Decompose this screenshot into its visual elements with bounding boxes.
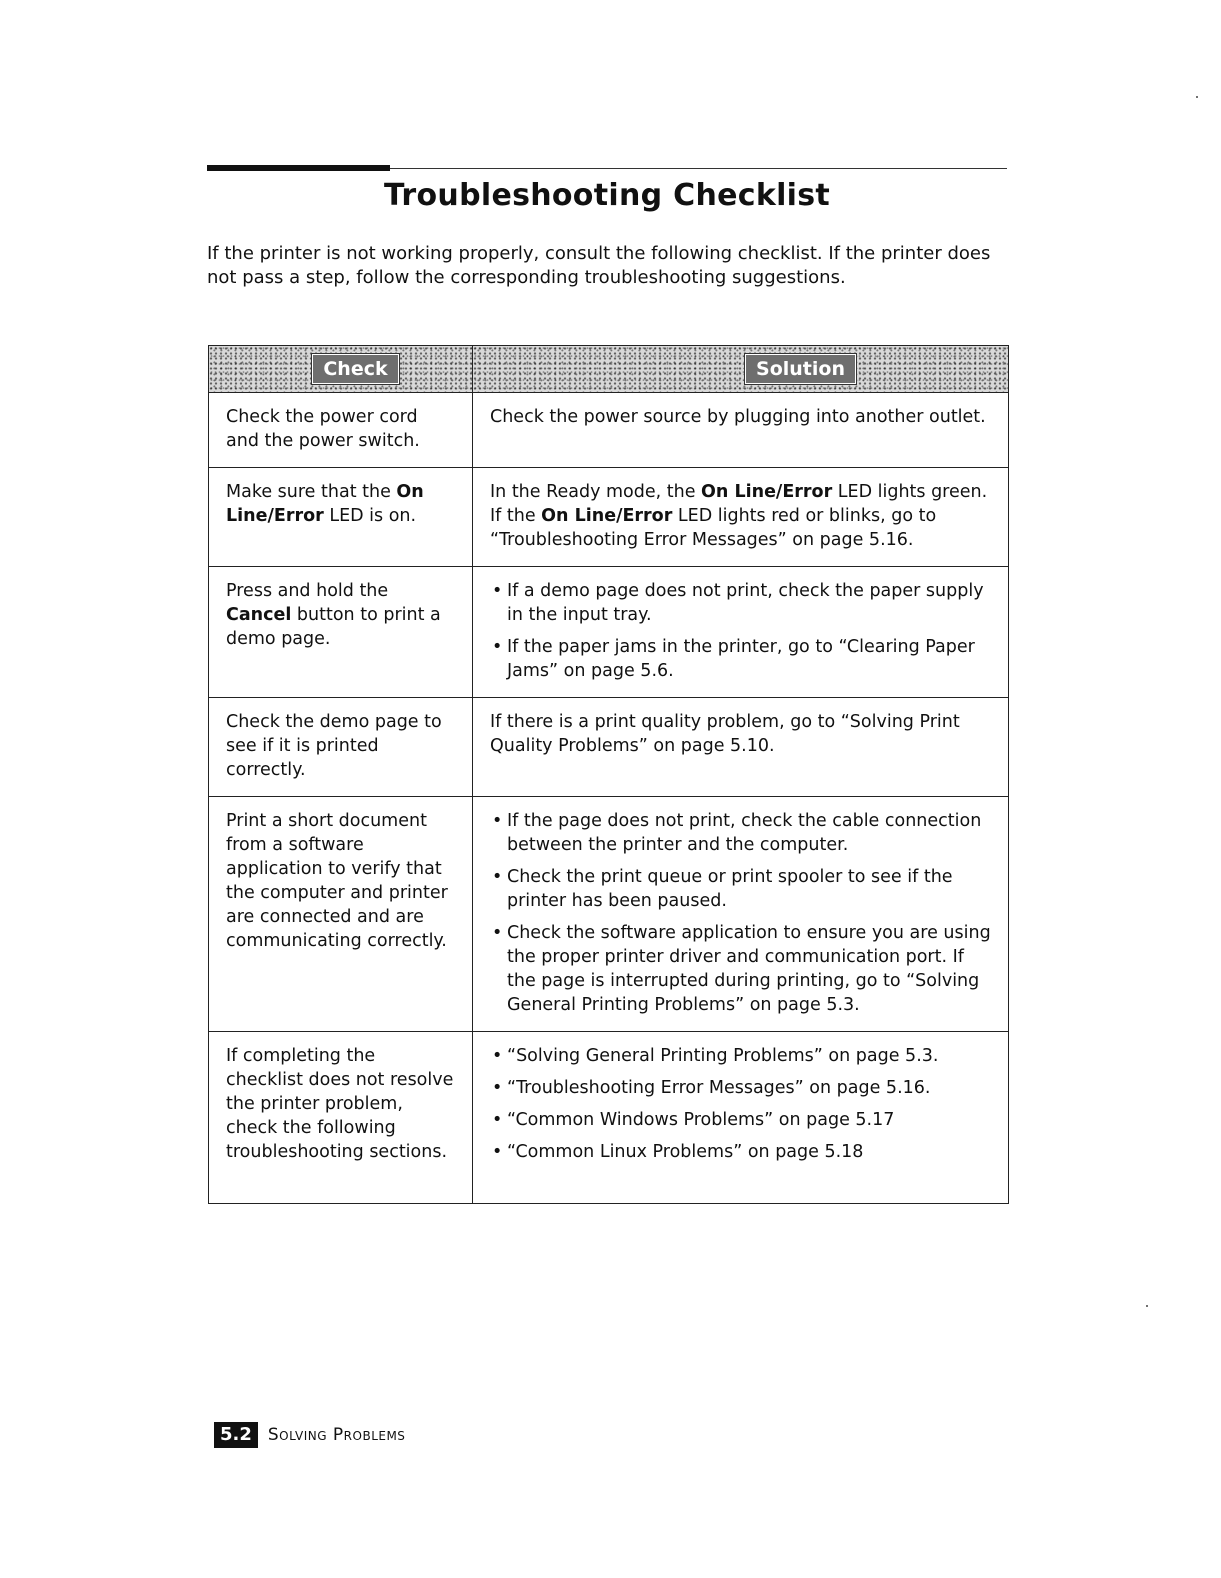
emphasis-text: Cancel [226,605,292,625]
solution-header-label: Solution [745,354,856,384]
solution-cell [473,797,1009,1032]
check-cell [209,797,473,1032]
title-rule-thin [390,168,1007,169]
check-text: Make sure that the On Line/Error LED is on. [226,482,424,526]
emphasis-text: On Line/Error [701,482,833,502]
page-title: Troubleshooting Checklist [383,178,831,213]
table-row [209,393,1009,468]
check-cell [209,468,473,567]
list-item: • If the paper jams in the printer, go to “Clearing Paper Jams” on page 5.6. [490,635,992,683]
solution-cell [473,698,1009,797]
solution-list [490,1044,992,1164]
check-cell [209,393,473,468]
check-header-label: Check [312,354,398,384]
table-row [209,468,1009,567]
solution-cell [473,1032,1009,1204]
list-item: • “Solving General Printing Problems” on page 5.3. [490,1044,992,1068]
list-item: • Check the print queue or print spooler to see if the printer has been paused. [490,865,992,913]
emphasis-text: On Line/Error [226,482,424,526]
check-column-header [209,346,473,393]
list-item: • Check the software application to ensure you are using the proper printer driver and communication port. If the page is interrupted during printing, go to “Solving General Printing Problems” on page 5.3. [490,921,992,1017]
table-row [209,567,1009,698]
solution-list [490,579,992,683]
solution-text: Check the power source by plugging into another outlet. [490,407,986,427]
table-row [209,797,1009,1032]
solution-cell [473,567,1009,698]
solution-text: In the Ready mode, the On Line/Error LED lights green. If the On Line/Error LED lights red or blinks, go to “Troubleshooting Error Messages” on page 5.16. [490,482,988,550]
page-footer [214,1422,405,1448]
list-item: • “Troubleshooting Error Messages” on page 5.16. [490,1076,992,1100]
table-header-row [209,346,1009,393]
title-rule-thick [207,165,390,171]
table-row [209,698,1009,797]
check-text: Check the power cord and the power switch. [226,407,420,451]
solution-text: If there is a print quality problem, go to “Solving Print Quality Problems” on page 5.10. [490,712,960,756]
table-row [209,1032,1009,1204]
check-text: Press and hold the Cancel button to print a demo page. [226,581,441,649]
scan-speck [1146,1305,1148,1307]
list-item: • If the page does not print, check the cable connection between the printer and the computer. [490,809,992,857]
check-cell [209,1032,473,1204]
emphasis-text: On Line/Error [541,506,673,526]
check-cell [209,698,473,797]
list-item: • “Common Windows Problems” on page 5.17 [490,1108,992,1132]
checklist-table [208,345,1009,1204]
page-number-badge: 5.2 [214,1422,258,1448]
check-text: Print a short document from a software application to verify that the computer and printer are connected and are communicating correctly. [226,811,448,951]
solution-list [490,809,992,1017]
scan-speck [1196,96,1198,98]
solution-cell [473,393,1009,468]
solution-column-header [473,346,1009,393]
check-cell [209,567,473,698]
check-text: If completing the checklist does not resolve the printer problem, check the following troubleshooting sections. [226,1046,454,1162]
list-item: • If a demo page does not print, check the paper supply in the input tray. [490,579,992,627]
intro-paragraph: If the printer is not working properly, consult the following checklist. If the printer does not pass a step, follow the corresponding troubleshooting suggestions. [207,243,991,288]
footer-section-name: Solving Problems [267,1425,406,1445]
check-text: Check the demo page to see if it is printed correctly. [226,712,442,780]
solution-cell [473,468,1009,567]
list-item: • “Common Linux Problems” on page 5.18 [490,1140,992,1164]
